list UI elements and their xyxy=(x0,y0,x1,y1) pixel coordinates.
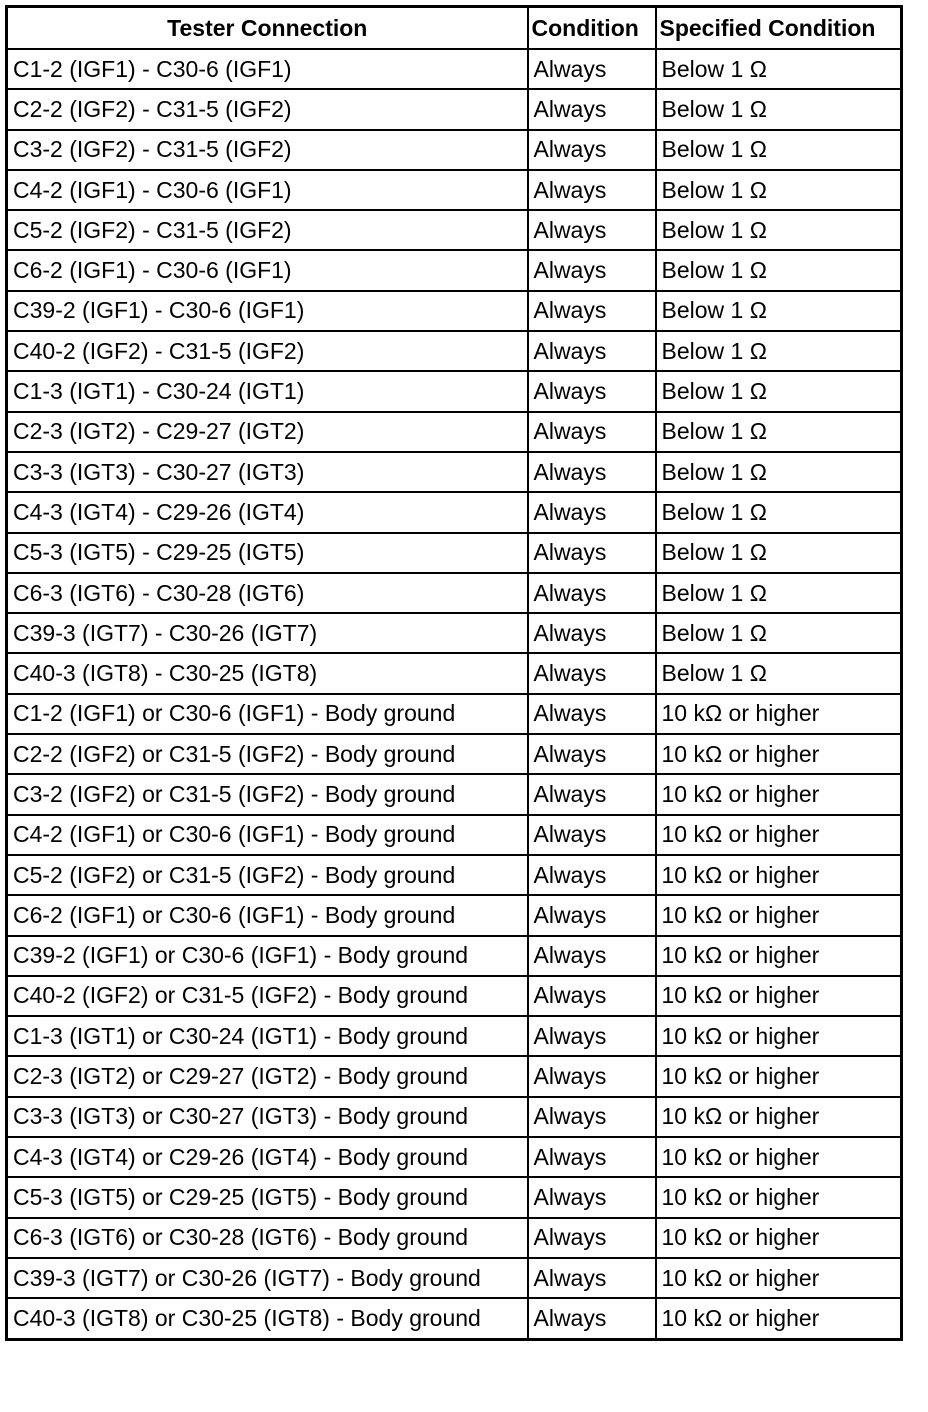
table-body xyxy=(7,49,902,1339)
table-row xyxy=(7,855,902,895)
table-row xyxy=(7,412,902,452)
specified-condition-cell: 10 kΩ or higher xyxy=(656,1016,902,1056)
condition-cell: Always xyxy=(528,936,656,976)
table-row xyxy=(7,250,902,290)
table-row xyxy=(7,1258,902,1298)
tester-connection-cell: C39-3 (IGT7) - C30-26 (IGT7) xyxy=(7,613,528,653)
tester-connection-cell: C6-2 (IGF1) or C30-6 (IGF1) - Body ground xyxy=(7,895,528,935)
header-condition: Condition xyxy=(528,7,656,50)
condition-cell: Always xyxy=(528,492,656,532)
tester-connection-cell: C2-2 (IGF2) or C31-5 (IGF2) - Body ground xyxy=(7,734,528,774)
condition-cell: Always xyxy=(528,533,656,573)
table-row xyxy=(7,1016,902,1056)
tester-connection-cell: C5-3 (IGT5) or C29-25 (IGT5) - Body ground xyxy=(7,1177,528,1217)
table-row xyxy=(7,1298,902,1339)
specified-condition-cell: 10 kΩ or higher xyxy=(656,1056,902,1096)
condition-cell: Always xyxy=(528,1218,656,1258)
condition-cell: Always xyxy=(528,734,656,774)
condition-cell: Always xyxy=(528,250,656,290)
table-row xyxy=(7,815,902,855)
specified-condition-cell: Below 1 Ω xyxy=(656,130,902,170)
tester-connection-cell: C1-3 (IGT1) - C30-24 (IGT1) xyxy=(7,371,528,411)
specified-condition-cell: 10 kΩ or higher xyxy=(656,1258,902,1298)
specified-condition-cell: Below 1 Ω xyxy=(656,250,902,290)
table-row xyxy=(7,774,902,814)
specified-condition-cell: 10 kΩ or higher xyxy=(656,774,902,814)
tester-connection-cell: C6-3 (IGT6) or C30-28 (IGT6) - Body ground xyxy=(7,1218,528,1258)
condition-cell: Always xyxy=(528,371,656,411)
tester-connection-cell: C4-3 (IGT4) - C29-26 (IGT4) xyxy=(7,492,528,532)
specified-condition-cell: 10 kΩ or higher xyxy=(656,734,902,774)
table-row xyxy=(7,1097,902,1137)
condition-cell: Always xyxy=(528,895,656,935)
table-row xyxy=(7,89,902,129)
condition-cell: Always xyxy=(528,774,656,814)
tester-connection-cell: C39-3 (IGT7) or C30-26 (IGT7) - Body ground xyxy=(7,1258,528,1298)
condition-cell: Always xyxy=(528,573,656,613)
specified-condition-cell: Below 1 Ω xyxy=(656,452,902,492)
condition-cell: Always xyxy=(528,613,656,653)
specified-condition-cell: 10 kΩ or higher xyxy=(656,895,902,935)
specified-condition-cell: Below 1 Ω xyxy=(656,89,902,129)
tester-connection-cell: C3-2 (IGF2) - C31-5 (IGF2) xyxy=(7,130,528,170)
tester-connection-cell: C40-3 (IGT8) or C30-25 (IGT8) - Body ground xyxy=(7,1298,528,1339)
tester-connection-cell: C2-3 (IGT2) - C29-27 (IGT2) xyxy=(7,412,528,452)
table-row xyxy=(7,452,902,492)
table-row xyxy=(7,1056,902,1096)
tester-connection-cell: C3-3 (IGT3) - C30-27 (IGT3) xyxy=(7,452,528,492)
tester-connection-cell: C5-2 (IGF2) - C31-5 (IGF2) xyxy=(7,210,528,250)
condition-cell: Always xyxy=(528,210,656,250)
condition-cell: Always xyxy=(528,1177,656,1217)
specified-condition-cell: 10 kΩ or higher xyxy=(656,1177,902,1217)
specified-condition-cell: Below 1 Ω xyxy=(656,412,902,452)
specified-condition-cell: 10 kΩ or higher xyxy=(656,1298,902,1339)
tester-connection-cell: C4-2 (IGF1) or C30-6 (IGF1) - Body ground xyxy=(7,815,528,855)
condition-cell: Always xyxy=(528,1298,656,1339)
condition-cell: Always xyxy=(528,815,656,855)
specified-condition-cell: Below 1 Ω xyxy=(656,653,902,693)
condition-cell: Always xyxy=(528,130,656,170)
specified-condition-cell: 10 kΩ or higher xyxy=(656,1137,902,1177)
table-row xyxy=(7,210,902,250)
table-row xyxy=(7,653,902,693)
tester-connection-cell: C40-2 (IGF2) - C31-5 (IGF2) xyxy=(7,331,528,371)
header-tester-connection: Tester Connection xyxy=(7,7,528,50)
tester-connection-cell: C6-2 (IGF1) - C30-6 (IGF1) xyxy=(7,250,528,290)
table-container xyxy=(5,5,903,1341)
table-row xyxy=(7,533,902,573)
condition-cell: Always xyxy=(528,412,656,452)
table-row xyxy=(7,170,902,210)
specified-condition-cell: Below 1 Ω xyxy=(656,613,902,653)
condition-cell: Always xyxy=(528,1258,656,1298)
specified-condition-cell: Below 1 Ω xyxy=(656,210,902,250)
condition-cell: Always xyxy=(528,452,656,492)
specified-condition-cell: 10 kΩ or higher xyxy=(656,815,902,855)
specified-condition-cell: Below 1 Ω xyxy=(656,49,902,89)
tester-connection-cell: C39-2 (IGF1) - C30-6 (IGF1) xyxy=(7,291,528,331)
table-row xyxy=(7,936,902,976)
tester-connection-table xyxy=(5,5,903,1341)
table-row xyxy=(7,694,902,734)
tester-connection-cell: C3-2 (IGF2) or C31-5 (IGF2) - Body ground xyxy=(7,774,528,814)
specified-condition-cell: 10 kΩ or higher xyxy=(656,976,902,1016)
tester-connection-cell: C40-3 (IGT8) - C30-25 (IGT8) xyxy=(7,653,528,693)
specified-condition-cell: Below 1 Ω xyxy=(656,371,902,411)
table-row xyxy=(7,1218,902,1258)
condition-cell: Always xyxy=(528,1056,656,1096)
condition-cell: Always xyxy=(528,1097,656,1137)
condition-cell: Always xyxy=(528,291,656,331)
table-row xyxy=(7,331,902,371)
condition-cell: Always xyxy=(528,1016,656,1056)
tester-connection-cell: C1-3 (IGT1) or C30-24 (IGT1) - Body ground xyxy=(7,1016,528,1056)
specified-condition-cell: 10 kΩ or higher xyxy=(656,694,902,734)
condition-cell: Always xyxy=(528,49,656,89)
tester-connection-cell: C2-3 (IGT2) or C29-27 (IGT2) - Body ground xyxy=(7,1056,528,1096)
specified-condition-cell: Below 1 Ω xyxy=(656,291,902,331)
table-row xyxy=(7,130,902,170)
condition-cell: Always xyxy=(528,694,656,734)
table-row xyxy=(7,1137,902,1177)
specified-condition-cell: Below 1 Ω xyxy=(656,533,902,573)
table-row xyxy=(7,613,902,653)
table-row xyxy=(7,976,902,1016)
tester-connection-cell: C5-3 (IGT5) - C29-25 (IGT5) xyxy=(7,533,528,573)
specified-condition-cell: Below 1 Ω xyxy=(656,492,902,532)
table-row xyxy=(7,895,902,935)
condition-cell: Always xyxy=(528,855,656,895)
tester-connection-cell: C39-2 (IGF1) or C30-6 (IGF1) - Body ground xyxy=(7,936,528,976)
table-header xyxy=(7,7,902,50)
condition-cell: Always xyxy=(528,170,656,210)
tester-connection-cell: C2-2 (IGF2) - C31-5 (IGF2) xyxy=(7,89,528,129)
condition-cell: Always xyxy=(528,976,656,1016)
specified-condition-cell: 10 kΩ or higher xyxy=(656,1218,902,1258)
header-row xyxy=(7,7,902,50)
specified-condition-cell: Below 1 Ω xyxy=(656,331,902,371)
table-row xyxy=(7,291,902,331)
condition-cell: Always xyxy=(528,653,656,693)
condition-cell: Always xyxy=(528,1137,656,1177)
tester-connection-cell: C1-2 (IGF1) - C30-6 (IGF1) xyxy=(7,49,528,89)
table-row xyxy=(7,1177,902,1217)
tester-connection-cell: C40-2 (IGF2) or C31-5 (IGF2) - Body ground xyxy=(7,976,528,1016)
header-specified-condition: Specified Condition xyxy=(656,7,902,50)
table-row xyxy=(7,573,902,613)
specified-condition-cell: 10 kΩ or higher xyxy=(656,936,902,976)
tester-connection-cell: C1-2 (IGF1) or C30-6 (IGF1) - Body ground xyxy=(7,694,528,734)
table-row xyxy=(7,734,902,774)
condition-cell: Always xyxy=(528,331,656,371)
specified-condition-cell: 10 kΩ or higher xyxy=(656,855,902,895)
condition-cell: Always xyxy=(528,89,656,129)
specified-condition-cell: Below 1 Ω xyxy=(656,573,902,613)
specified-condition-cell: 10 kΩ or higher xyxy=(656,1097,902,1137)
table-row xyxy=(7,371,902,411)
table-row xyxy=(7,492,902,532)
tester-connection-cell: C4-3 (IGT4) or C29-26 (IGT4) - Body ground xyxy=(7,1137,528,1177)
tester-connection-cell: C4-2 (IGF1) - C30-6 (IGF1) xyxy=(7,170,528,210)
tester-connection-cell: C3-3 (IGT3) or C30-27 (IGT3) - Body ground xyxy=(7,1097,528,1137)
specified-condition-cell: Below 1 Ω xyxy=(656,170,902,210)
table-row xyxy=(7,49,902,89)
tester-connection-cell: C5-2 (IGF2) or C31-5 (IGF2) - Body ground xyxy=(7,855,528,895)
tester-connection-cell: C6-3 (IGT6) - C30-28 (IGT6) xyxy=(7,573,528,613)
